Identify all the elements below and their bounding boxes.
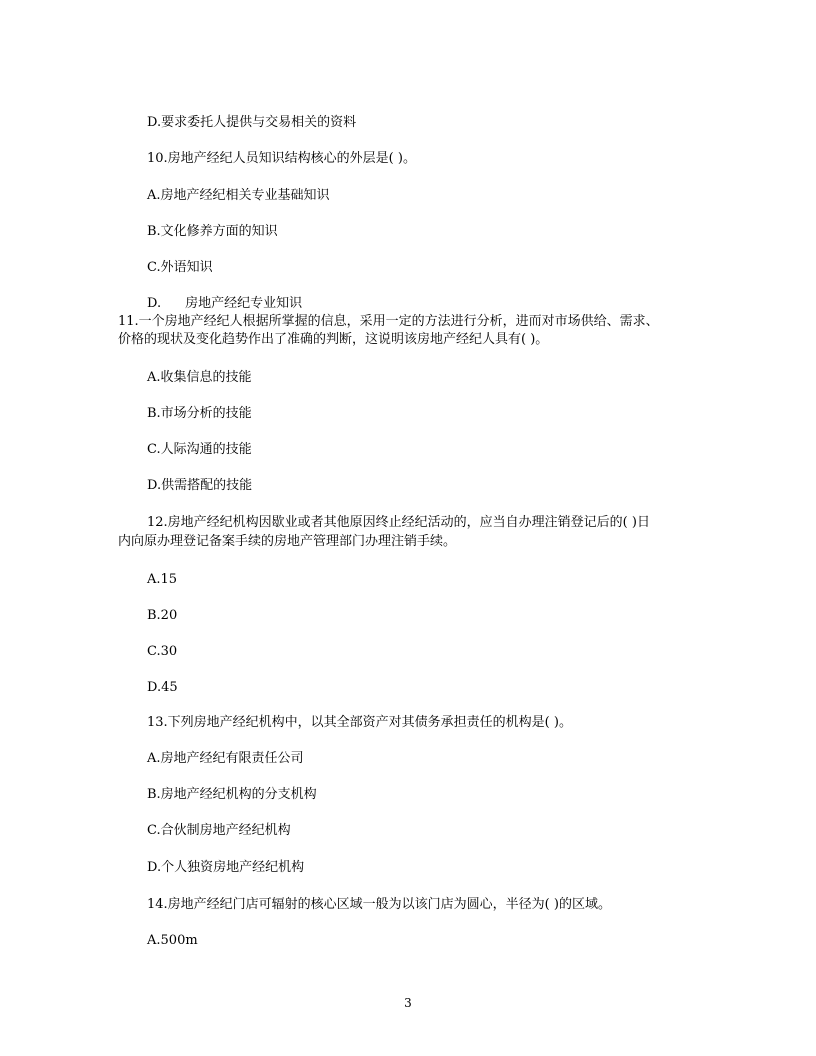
q9-option-d: D.要求委托人提供与交易相关的资料 [147, 115, 357, 130]
q14-question: 14.房地产经纪门店可辐射的核心区域一般为以该门店为圆心，半径为( )的区域。 [147, 897, 611, 912]
q10-option-b: B.文化修养方面的知识 [147, 224, 278, 239]
q12-option-a: A.15 [147, 572, 178, 587]
q11-question-line1: 11.一个房地产经纪人根据所掌握的信息，采用一定的方法进行分析，进而对市场供给、需求、 [118, 314, 659, 329]
q10-option-d-label: D. [147, 296, 162, 311]
q10-question: 10.房地产经纪人员知识结构核心的外层是( )。 [147, 151, 416, 166]
q12-question-line2: 内向原办理登记备案手续的房地产管理部门办理注销手续。 [118, 534, 457, 549]
q11-option-d: D.供需搭配的技能 [147, 478, 253, 493]
q12-question-line1: 12.房地产经纪机构因歇业或者其他原因终止经纪活动的，应当自办理注销登记后的( )日 [147, 515, 650, 530]
q11-option-a: A.收集信息的技能 [147, 370, 252, 385]
q10-option-d [147, 295, 302, 313]
q13-option-a: A.房地产经纪有限责任公司 [147, 751, 304, 766]
q12-option-b: B.20 [147, 608, 178, 623]
q11-option-c: C.人际沟通的技能 [147, 442, 252, 457]
q13-option-c: C.合伙制房地产经纪机构 [147, 823, 291, 838]
q14-option-a: A.500m [147, 933, 198, 948]
page-number: 3 [404, 996, 412, 1010]
q11-option-b: B.市场分析的技能 [147, 406, 252, 421]
q13-option-d: D.个人独资房地产经纪机构 [147, 860, 305, 875]
q10-option-d-text: 房地产经纪专业知识 [185, 296, 303, 311]
q12-option-c: C.30 [147, 644, 178, 659]
q13-option-b: B.房地产经纪机构的分支机构 [147, 787, 317, 802]
q12-option-d: D.45 [147, 680, 178, 695]
q11-question-line2: 价格的现状及变化趋势作出了准确的判断，这说明该房地产经纪人具有( )。 [118, 332, 549, 347]
q10-option-a: A.房地产经纪相关专业基础知识 [147, 188, 330, 203]
q10-option-c: C.外语知识 [147, 260, 213, 275]
q13-question: 13.下列房地产经纪机构中，以其全部资产对其债务承担责任的机构是( )。 [147, 715, 572, 730]
